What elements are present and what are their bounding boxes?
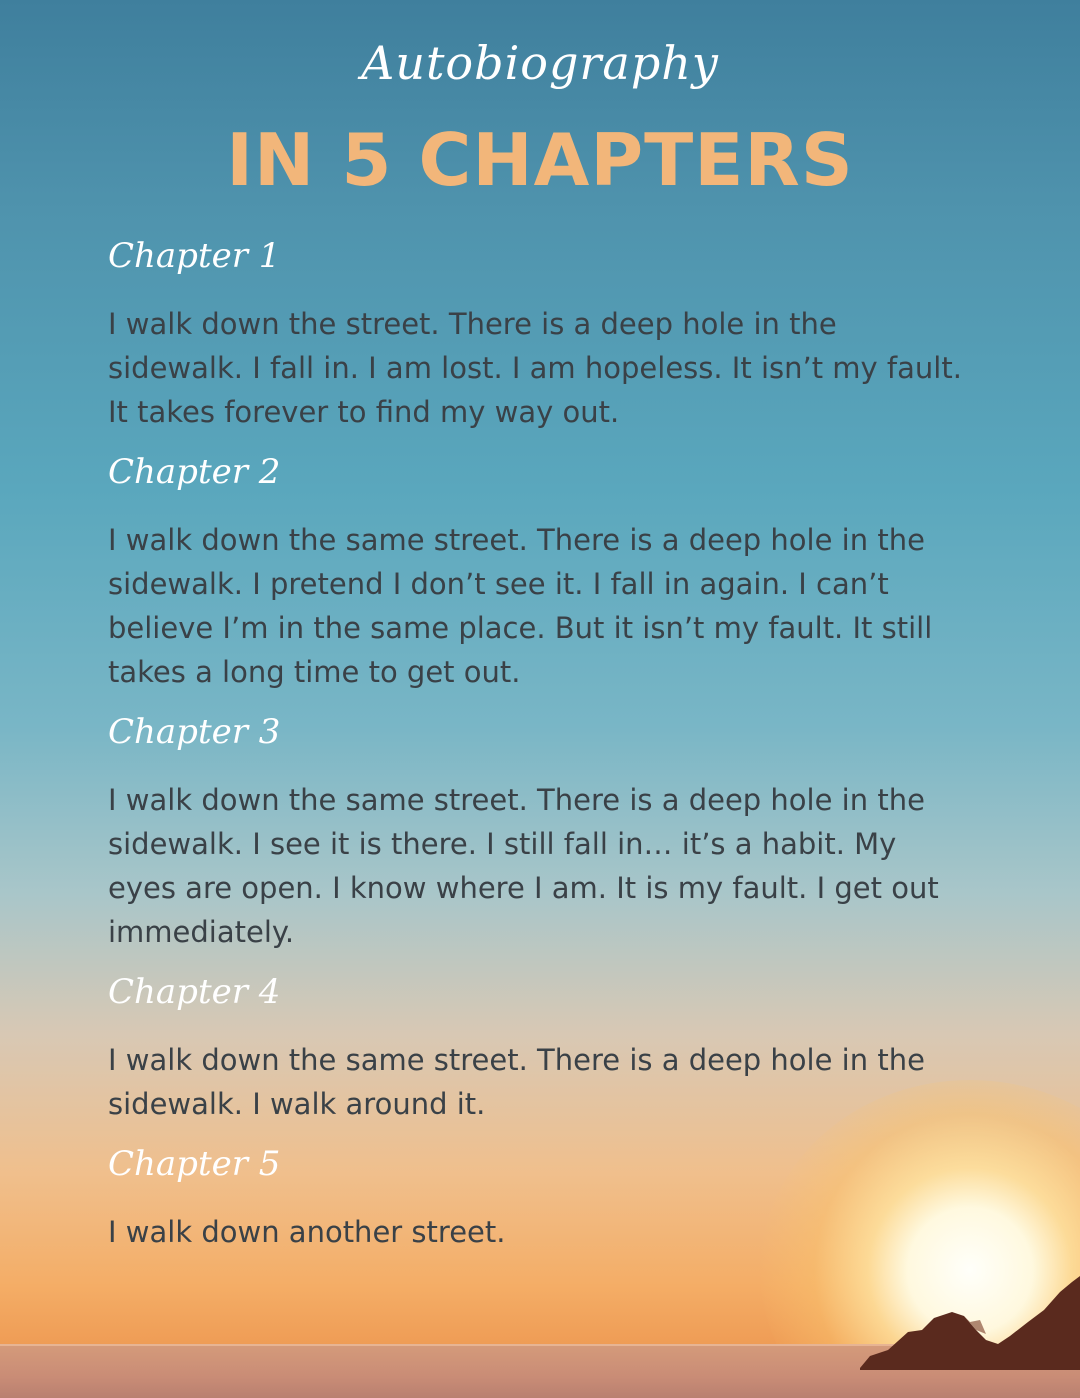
main-title: IN 5 CHAPTERS — [226, 118, 854, 202]
rock-silhouette — [860, 1260, 1080, 1370]
chapter-4-heading: Chapter 4 — [108, 972, 281, 1012]
chapter-1-text: I walk down the street. There is a deep hole in the sidewalk. I fall in. I am lost. I am hopeless. It isn’t my fault. It takes forever to find my way out. — [108, 307, 962, 429]
chapter-3-text: I walk down the same street. There is a deep hole in the sidewalk. I see it is there. I still fall in… it’s a habit. My eyes are open. I know where I am. It is my fault. I get out immediately. — [108, 783, 939, 949]
chapter-5-text: I walk down another street. — [108, 1215, 506, 1249]
chapter-3-heading: Chapter 3 — [108, 712, 281, 752]
chapter-4-text: I walk down the same street. There is a deep hole in the sidewalk. I walk around it. — [108, 1043, 925, 1121]
chapter-5-heading: Chapter 5 — [108, 1144, 281, 1184]
chapter-1-heading: Chapter 1 — [108, 236, 281, 276]
chapter-2-heading: Chapter 2 — [108, 452, 281, 492]
chapter-2-text: I walk down the same street. There is a deep hole in the sidewalk. I pretend I don’t see it. I fall in again. I can’t believe I’m in the same place. But it isn’t my fault. It still takes a long time to get out. — [108, 523, 933, 689]
script-title: Autobiography — [361, 36, 719, 90]
